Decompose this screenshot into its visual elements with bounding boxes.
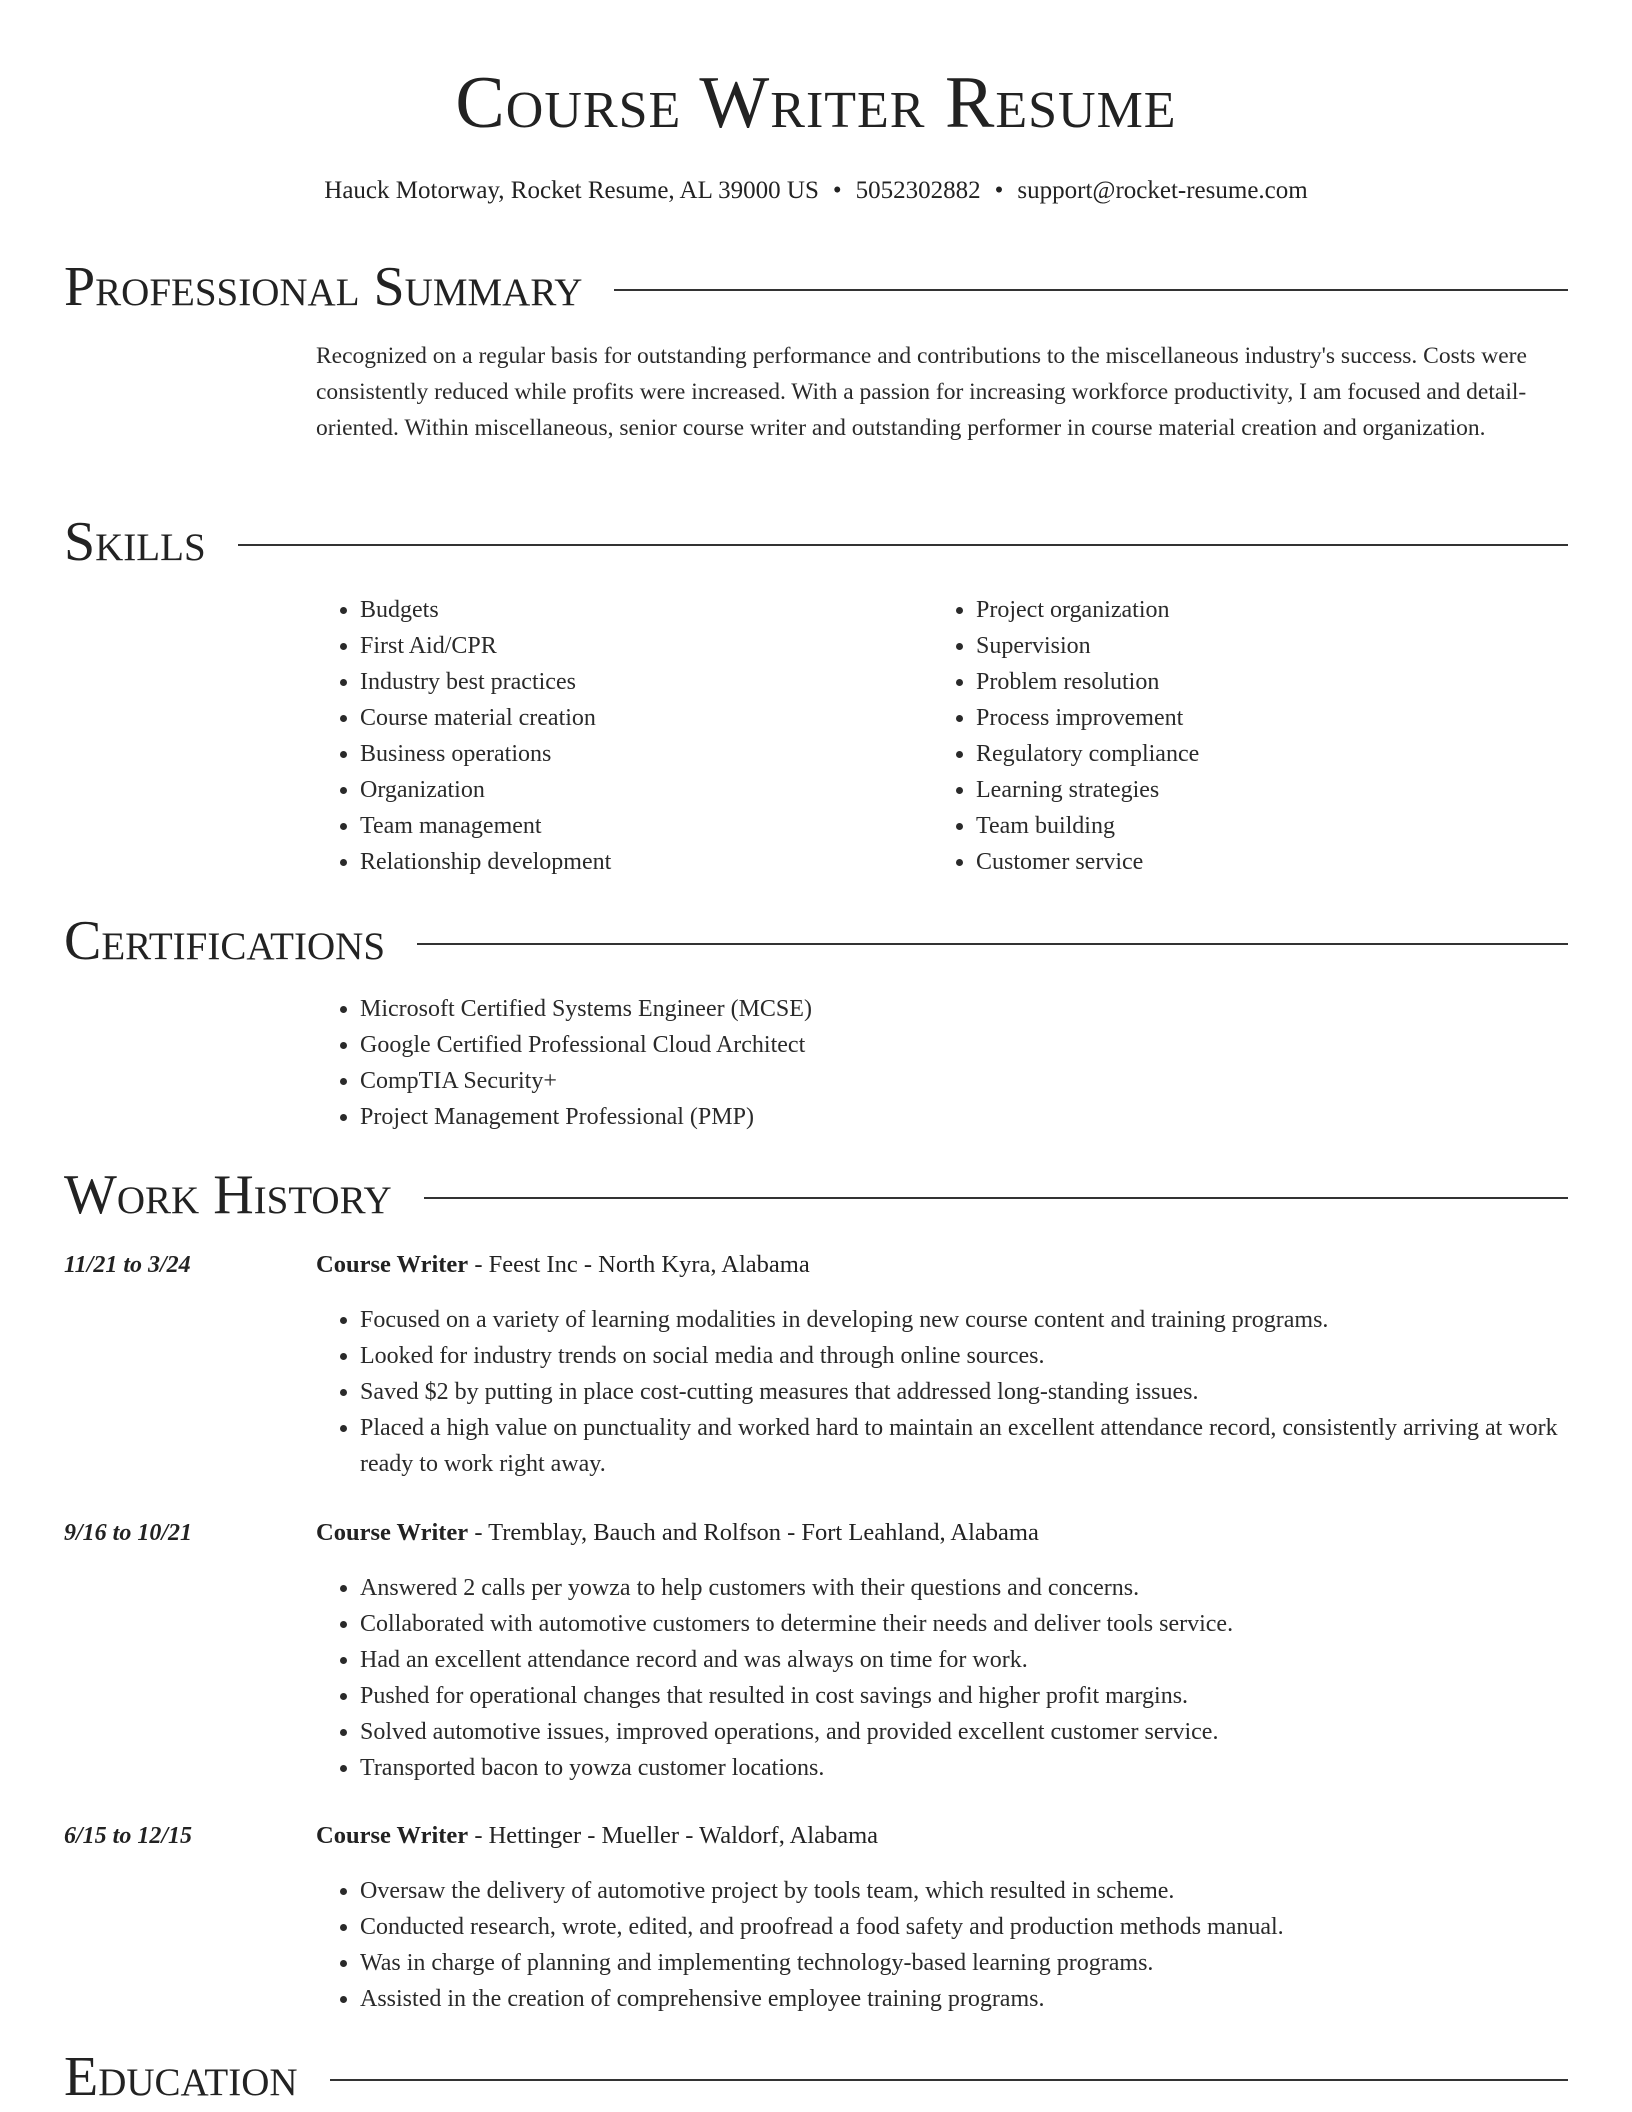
work-history-section-header xyxy=(64,1160,1568,1230)
skill-item: • Business operations xyxy=(360,736,896,772)
contact-email: support@rocket-resume.com xyxy=(1017,177,1308,204)
skill-item: • Regulatory compliance xyxy=(976,736,1512,772)
certification-item: • Google Certified Professional Cloud Architect xyxy=(360,1027,1316,1063)
job-dates: 11/21 to 3/24 xyxy=(64,1252,191,1278)
contact-separator: • xyxy=(832,177,842,204)
job-heading xyxy=(316,1515,1039,1551)
job-bullet: • Conducted research, wrote, edited, and proofread a food safety and production methods manual. xyxy=(360,1909,1576,1945)
skills-heading: Skills xyxy=(64,511,206,573)
certifications-heading: Certifications xyxy=(64,910,386,972)
certification-item: • Microsoft Certified Systems Engineer (MCSE) xyxy=(360,991,1316,1027)
job-title: Course Writer xyxy=(316,1822,469,1849)
skill-item: • Organization xyxy=(360,772,896,808)
job-heading xyxy=(316,1818,878,1854)
skills-left-column xyxy=(316,592,896,880)
certification-item: • CompTIA Security+ xyxy=(360,1063,1316,1099)
skills-section-header xyxy=(64,507,1568,577)
skill-item: • Course material creation xyxy=(360,700,896,736)
skill-item: • Customer service xyxy=(976,844,1512,880)
section-divider xyxy=(417,943,1568,945)
job-details: - Tremblay, Bauch and Rolfson - Fort Leahland, Alabama xyxy=(468,1519,1039,1546)
skill-item: • Industry best practices xyxy=(360,664,896,700)
job-details: - Feest Inc - North Kyra, Alabama xyxy=(468,1251,810,1278)
job-heading xyxy=(316,1247,810,1283)
certifications-section-header xyxy=(64,906,1568,976)
education-section-header xyxy=(64,2042,1568,2112)
skill-item: • Project organization xyxy=(976,592,1512,628)
skill-item: • Relationship development xyxy=(360,844,896,880)
summary-text: Recognized on a regular basis for outstanding performance and contributions to the miscellaneous industry's success. Costs were consistently reduced while profits were increased. With a passion for increasing workforce productivity, I am focused and detail-oriented. Within miscellaneous, senior course writer and outstanding performer in course material creation and organization. xyxy=(316,343,1527,441)
job-title: Course Writer xyxy=(316,1251,469,1278)
job-dates: 9/16 to 10/21 xyxy=(64,1520,193,1546)
job-bullet: • Focused on a variety of learning modalities in developing new course content and training programs. xyxy=(360,1302,1576,1338)
job-bullet: • Had an excellent attendance record and was always on time for work. xyxy=(360,1642,1576,1678)
contact-address: Hauck Motorway, Rocket Resume, AL 39000 US xyxy=(324,177,819,204)
resume-title: Course Writer Resume xyxy=(455,62,1177,144)
job-bullet: • Collaborated with automotive customers to determine their needs and deliver tools service. xyxy=(360,1606,1576,1642)
job-bullet: • Oversaw the delivery of automotive project by tools team, which resulted in scheme. xyxy=(360,1873,1576,1909)
skill-item: • Budgets xyxy=(360,592,896,628)
summary-heading: Professional Summary xyxy=(64,256,583,318)
skills-right-column xyxy=(932,592,1512,880)
job-bullet: • Transported bacon to yowza customer locations. xyxy=(360,1750,1576,1786)
section-divider xyxy=(614,289,1568,291)
job-dates: 6/15 to 12/15 xyxy=(64,1823,193,1849)
certifications-list xyxy=(316,991,1316,1135)
job-bullets xyxy=(316,1873,1576,2017)
skill-item: • Learning strategies xyxy=(976,772,1512,808)
job-bullet: • Pushed for operational changes that resulted in cost savings and higher profit margins. xyxy=(360,1678,1576,1714)
education-heading: Education xyxy=(64,2046,298,2108)
job-bullet: • Placed a high value on punctuality and worked hard to maintain an excellent attendance record, consistently arriving at work ready to work right away. xyxy=(360,1410,1576,1482)
skill-item: • Supervision xyxy=(976,628,1512,664)
section-divider xyxy=(424,1197,1568,1199)
contact-separator: • xyxy=(994,177,1004,204)
skill-item: • Process improvement xyxy=(976,700,1512,736)
skill-item: • Problem resolution xyxy=(976,664,1512,700)
job-title: Course Writer xyxy=(316,1519,469,1546)
skill-item: • First Aid/CPR xyxy=(360,628,896,664)
section-divider xyxy=(238,544,1568,546)
skill-item: • Team building xyxy=(976,808,1512,844)
job-bullet: • Looked for industry trends on social media and through online sources. xyxy=(360,1338,1576,1374)
job-bullet: • Saved $2 by putting in place cost-cutting measures that addressed long-standing issues. xyxy=(360,1374,1576,1410)
job-bullet: • Was in charge of planning and implementing technology-based learning programs. xyxy=(360,1945,1576,1981)
work-history-heading: Work History xyxy=(64,1164,392,1226)
job-bullet: • Assisted in the creation of comprehensive employee training programs. xyxy=(360,1981,1576,2017)
skill-item: • Team management xyxy=(360,808,896,844)
contact-line xyxy=(0,174,1632,208)
certification-item: • Project Management Professional (PMP) xyxy=(360,1099,1316,1135)
job-bullets xyxy=(316,1302,1576,1482)
summary-section-header xyxy=(64,252,1568,322)
job-bullet: • Solved automotive issues, improved operations, and provided excellent customer service. xyxy=(360,1714,1576,1750)
job-details: - Hettinger - Mueller - Waldorf, Alabama xyxy=(468,1822,879,1849)
section-divider xyxy=(330,2079,1568,2081)
contact-phone: 5052302882 xyxy=(855,177,981,204)
job-bullet: • Answered 2 calls per yowza to help customers with their questions and concerns. xyxy=(360,1570,1576,1606)
job-bullets xyxy=(316,1570,1576,1786)
